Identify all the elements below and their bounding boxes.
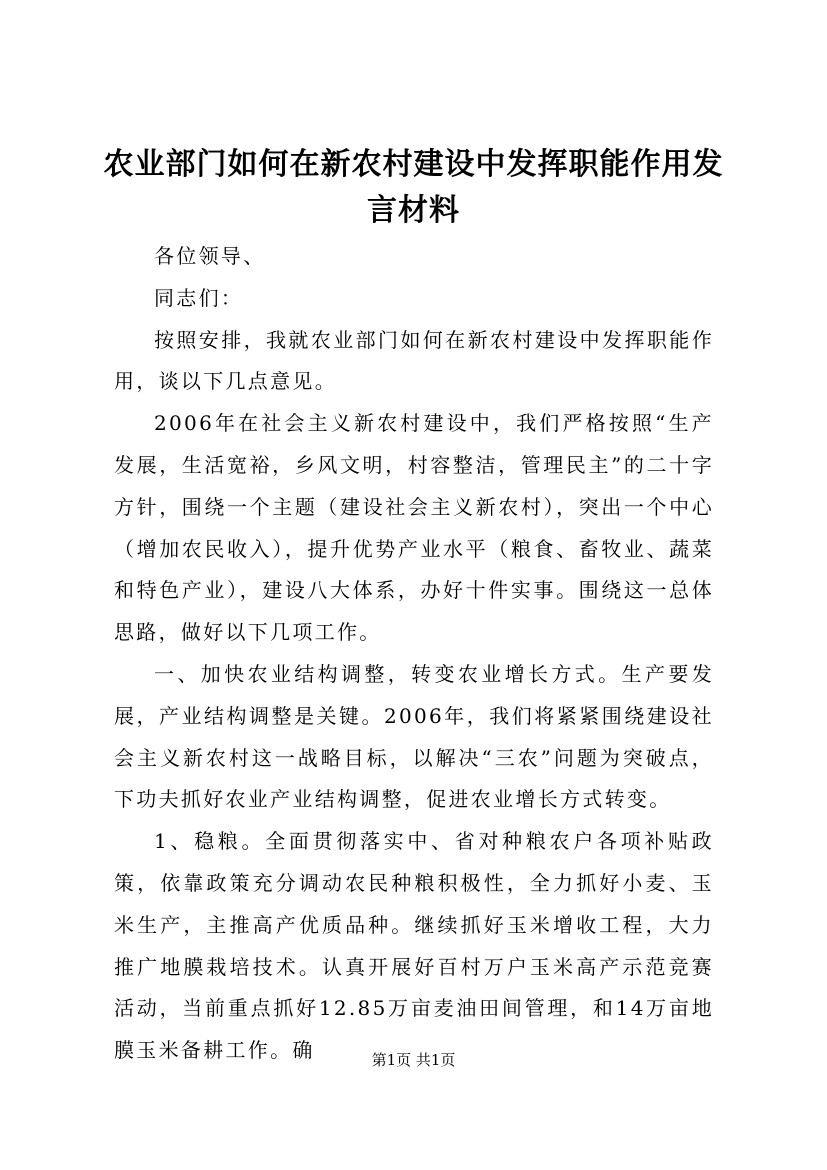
title-line-2: 言材料: [367, 193, 460, 228]
paragraph-section-one: 一、加快农业结构调整，转变农业增长方式。生产要发展，产业结构调整是关键。2006年，我们将紧紧围绕建设社会主义新农村这一战略目标，以解决“三农”问题为突破点，下功夫抓好农业产业结构调整，促进农业增长方式转变。: [114, 661, 714, 812]
salutation-line-1: 各位领导、: [154, 244, 266, 268]
document-body: [114, 236, 714, 1072]
paragraph-2006-overview: 2006年在社会主义新农村建设中，我们严格按照“生产发展，生活宽裕，乡风文明，村容整洁，管理民主”的二十字方针，围绕一个主题（建设社会主义新农村），突出一个中心（增加农民收入），提升优势产业水平（粮食、畜牧业、蔬菜和特色产业），建设八大体系，办好十件实事。围绕这一总体思路，做好以下几项工作。: [114, 411, 714, 645]
paragraph-intro: 按照安排，我就农业部门如何在新农村建设中发挥职能作用，谈以下几点意见。: [114, 327, 714, 394]
salutation-line-2: 同志们：: [154, 285, 244, 310]
paragraph-stabilize-grain: 1、稳粮。全面贯彻落实中、省对种粮农户各项补贴政策，依靠政策充分调动农民种粮积极性，全力抓好小麦、玉米生产，主推高产优质品种。继续抓好玉米增收工程，大力推广地膜栽培技术。认真开展好百村万户玉米高产示范竞赛活动，当前重点抓好12.85万亩麦油田间管理，和14万亩地膜玉米备耕工作。确: [114, 829, 714, 1063]
page-footer: 第1页 共1页: [371, 1051, 456, 1069]
title-line-1: 农业部门如何在新农村建设中发挥职能作用发: [103, 147, 724, 182]
document-title: [90, 142, 737, 234]
